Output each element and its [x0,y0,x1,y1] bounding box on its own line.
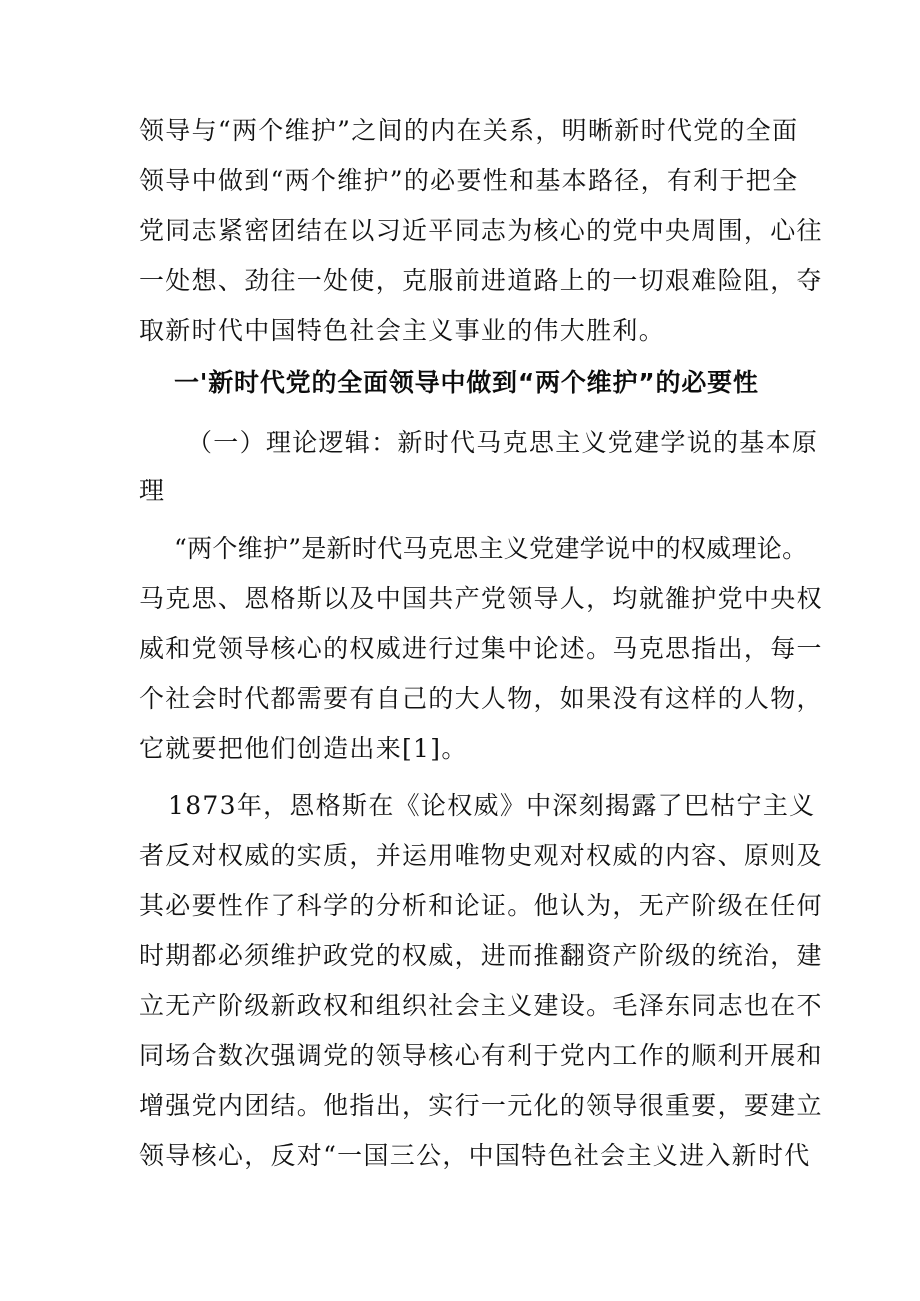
paragraph2-line-2: 者反对权威的实质，并运用唯物史观对权威的内容、原则及 [139,841,823,870]
intro-line-2: 领导中做到“两个维护”的必要性和基本路径，有利于把全 [139,166,799,195]
intro-line-4: 一处想、劲往一处使，克服前进道路上的一切艰难险阻，夺 [139,266,823,295]
subheading-line-2: 理 [139,476,166,505]
section-heading: 一'新时代党的全面领导中做到“两个维护”的必要性 [174,368,759,397]
paragraph2-line-5: 立无产阶级新政权和组织社会主义建设。毛泽东同志也在不 [139,991,823,1020]
paragraph2-line-7: 增强党内团结。他指出，实行一元化的领导很重要，要建立 [139,1091,823,1120]
paragraph2-line-1: 1873年，恩格斯在《论权威》中深刻揭露了巴枯宁主义 [168,791,816,820]
paragraph1-line-1: “两个维护”是新时代马克思主义党建学说中的权威理论。 [174,534,808,563]
paragraph2-line-8: 领导核心，反对“一国三公，中国特色社会主义进入新时代 [139,1141,811,1170]
paragraph1-line-3: 威和党领导核心的权威进行过集中论述。马克思指出，每一 [139,634,823,663]
intro-line-3: 党同志紧密团结在以习近平同志为核心的党中央周围，心往 [139,216,823,245]
subheading-line-1: （一）理论逻辑：新时代马克思主义党建学说的基本原 [187,428,819,457]
paragraph2-line-4: 时期都必须维护政党的权威，进而推翻资产阶级的统治，建 [139,941,823,970]
intro-line-5: 取新时代中国特色社会主义事业的伟大胜利。 [139,316,666,345]
paragraph2-line-6: 同场合数次强调党的领导核心有利于党内工作的顺利开展和 [139,1041,823,1070]
paragraph1-line-5: 它就要把他们创造出来[1]。 [139,734,468,763]
intro-line-1: 领导与“两个维护”之间的内在关系，明晰新时代党的全面 [139,116,799,145]
paragraph2-line-3: 其必要性作了科学的分析和论证。他认为，无产阶级在任何 [139,891,823,920]
paragraph1-line-2: 马克思、恩格斯以及中国共产党领导人，均就雒护党中央权 [139,584,823,613]
paragraph1-line-4: 个社会时代都需要有自己的大人物，如果没有这样的人物， [139,684,823,713]
